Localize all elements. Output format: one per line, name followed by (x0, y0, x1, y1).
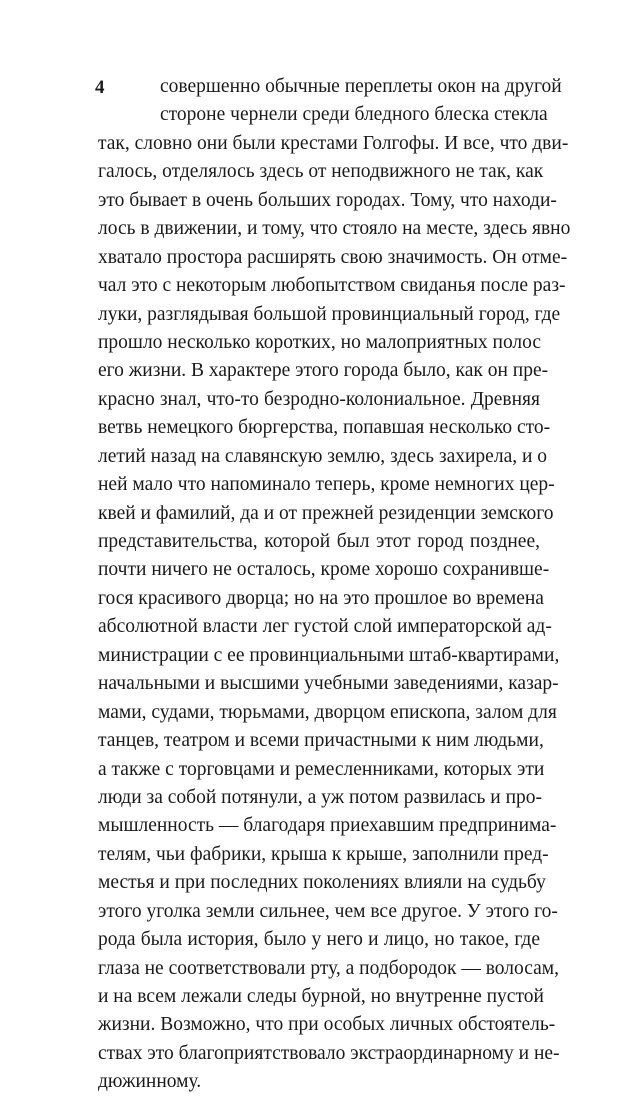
text-line: рода была история, было у него и лицо, но такое, где (98, 929, 540, 951)
text-line: мами, судами, тюрьмами, дворцом епископа, залом для (98, 701, 557, 723)
text-line: министрации с ее провинциальными штаб-квартирами, (98, 644, 560, 666)
text-line: луки, разглядывая большой провинциальный город, где (98, 303, 561, 325)
text-line: абсолютной власти лег густой слой императорской ад- (98, 616, 552, 638)
text-line: так, словно они были крестами Голгофы. И все, что дви- (98, 132, 569, 154)
text-line: танцев, театром и всеми причастными к ним людьми, (98, 730, 544, 752)
page-number: 4 (95, 77, 105, 98)
text-line: ней мало что напоминало теперь, кроме немногих цер- (98, 474, 555, 496)
text-line: стороне чернели среди бледного блеска стекла (160, 104, 548, 126)
text-line: хватало простора расширять свою значимость. Он отме- (98, 246, 568, 268)
text-line: квей и фамилий, да и от прежней резиденции земского (98, 502, 554, 524)
text-line: чал это с некоторым любопытством свиданья после раз- (98, 275, 566, 297)
text-line: это бывает в очень больших городах. Тому, что находи- (98, 189, 557, 211)
text-line: его жизни. В характере этого города было, как он пре- (98, 360, 549, 382)
text-line: а также с торговцами и ремесленниками, которых эти (98, 758, 545, 780)
text-line: и на всем лежали следы бурной, но внутренне пустой (98, 986, 544, 1007)
text-line: начальными и высшими учебными заведениями, казар- (98, 673, 559, 695)
text-line: телям, чьи фабрики, крыша к крыше, заполнили пред- (98, 843, 549, 865)
text-line: совершенно обычные переплеты окон на другой (160, 76, 562, 97)
text-line: галось, отделялось здесь от неподвижного не так, как (98, 161, 544, 183)
body-text (98, 73, 571, 1097)
text-line: почти ничего не осталось, кроме хорошо сохранивше- (98, 559, 550, 581)
text-line: этого уголка земли сильнее, чем все другое. У этого го- (98, 900, 558, 922)
text-line: жизни. Возможно, что при особых личных обстоятель- (98, 1014, 556, 1036)
text-line: глаза не соответствовали рту, а подбородок — волосам, (98, 957, 560, 979)
text-line: красно знал, что-то безродно-колониальное. Древняя (98, 388, 540, 410)
text-line: дюжинному. (98, 1071, 202, 1093)
text-line: гося красивого дворца; но на это прошлое во времена (98, 587, 544, 609)
text-line: лось в движении, и тому, что стояло на месте, здесь явно (98, 218, 571, 240)
text-line: ветвь немецкого бюргерства, попавшая несколько сто- (98, 417, 551, 439)
text-line: прошло несколько коротких, но малоприятных полос (98, 331, 542, 353)
text-line: ствах это благоприятствовало экстраординарному и не- (98, 1042, 560, 1064)
text-line: представительства, которой был этот город позднее, (98, 531, 540, 552)
text-line: мышленность — благодаря приехавшим предпринима- (98, 815, 557, 837)
text-line: местья и при последних поколениях влияли на судьбу (98, 872, 546, 894)
text-line: люди за собой потянули, а уж потом развилась и про- (98, 786, 543, 808)
text-line: летий назад на славянскую землю, здесь захирела, и о (98, 445, 548, 467)
